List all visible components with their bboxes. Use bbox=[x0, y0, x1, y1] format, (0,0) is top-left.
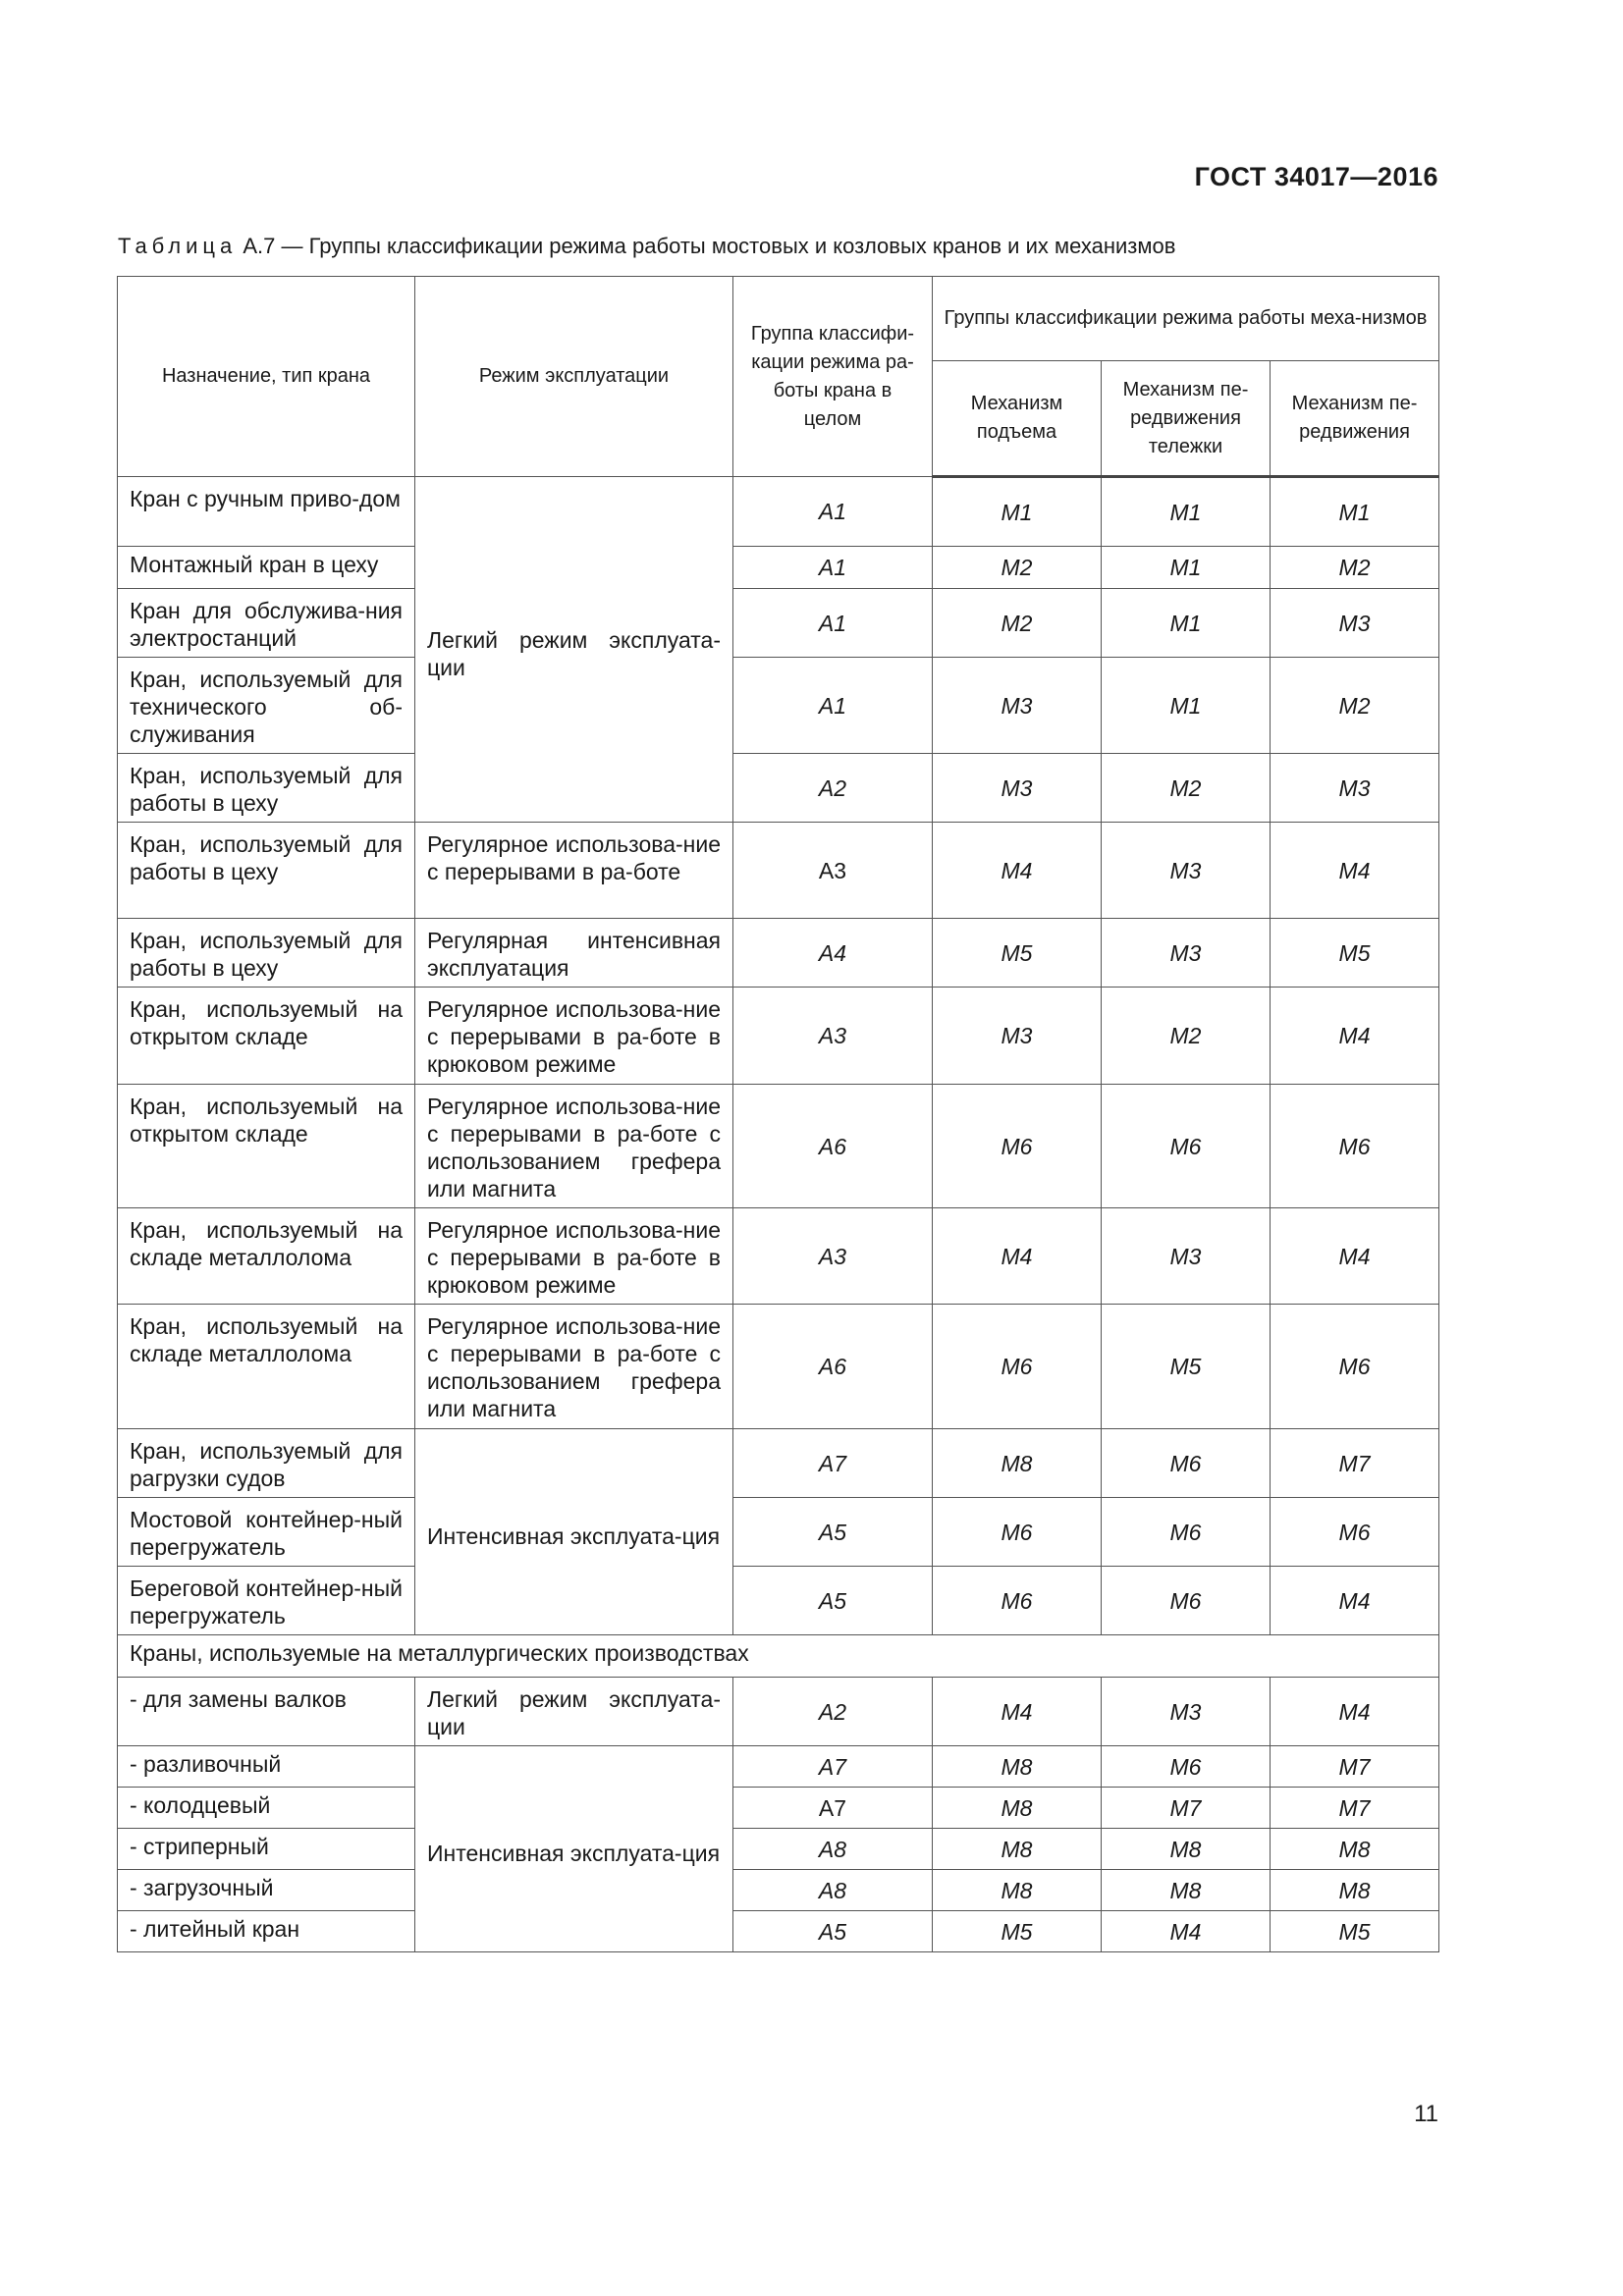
lift-value: М6 bbox=[933, 1305, 1102, 1429]
row-mode: Регулярное использова-ние с перерывами в ра-боте bbox=[415, 823, 733, 919]
crane-group-value: А1 bbox=[733, 589, 933, 658]
row-name: Кран, используемый на открытом складе bbox=[118, 1085, 415, 1208]
row-mode: Регулярное использова-ние с перерывами в ра-боте с использованием грефера или магнита bbox=[415, 1305, 733, 1429]
lift-value: М4 bbox=[933, 1208, 1102, 1305]
trolley-value: М5 bbox=[1102, 1305, 1271, 1429]
trolley-value: М6 bbox=[1102, 1498, 1271, 1567]
row-name: - колодцевый bbox=[118, 1788, 415, 1829]
crane-group-value: А3 bbox=[733, 988, 933, 1085]
trolley-value: М2 bbox=[1102, 754, 1271, 823]
trolley-value: М3 bbox=[1102, 1208, 1271, 1305]
row-name: - разливочный bbox=[118, 1746, 415, 1788]
travel-value: М7 bbox=[1271, 1788, 1439, 1829]
table-row bbox=[118, 589, 1439, 658]
travel-value: М8 bbox=[1271, 1829, 1439, 1870]
col-header-name: Назначение, тип крана bbox=[118, 277, 415, 477]
col-header-mode: Режим эксплуатации bbox=[415, 277, 733, 477]
classification-table bbox=[117, 276, 1439, 1952]
trolley-value: М1 bbox=[1102, 477, 1271, 547]
row-name: Береговой контейнер-ный перегружатель bbox=[118, 1567, 415, 1635]
row-name: Кран, используемый для технического об-служивания bbox=[118, 658, 415, 754]
table-row bbox=[118, 1829, 1439, 1870]
trolley-value: М6 bbox=[1102, 1567, 1271, 1635]
lift-value: М1 bbox=[933, 477, 1102, 547]
table-row bbox=[118, 1870, 1439, 1911]
table-row bbox=[118, 754, 1439, 823]
table-row bbox=[118, 1678, 1439, 1746]
travel-value: М4 bbox=[1271, 988, 1439, 1085]
document-code: ГОСТ 34017—2016 bbox=[1194, 162, 1438, 191]
table-row bbox=[118, 1305, 1439, 1429]
col-header-mech-group: Группы классификации режима работы меха-низмов bbox=[933, 277, 1439, 361]
caption-prefix: Таблица bbox=[118, 234, 238, 258]
crane-group-value: А1 bbox=[733, 477, 933, 547]
trolley-value: М1 bbox=[1102, 589, 1271, 658]
travel-value: М6 bbox=[1271, 1085, 1439, 1208]
lift-value: М8 bbox=[933, 1829, 1102, 1870]
crane-group-value: А4 bbox=[733, 919, 933, 988]
row-name: Кран, используемый для рагрузки судов bbox=[118, 1429, 415, 1498]
table-row bbox=[118, 1567, 1439, 1635]
travel-value: М4 bbox=[1271, 823, 1439, 919]
table-row bbox=[118, 1911, 1439, 1952]
table-row bbox=[118, 988, 1439, 1085]
table-row bbox=[118, 1208, 1439, 1305]
row-name: Кран, используемый для работы в цеху bbox=[118, 754, 415, 823]
row-mode: Интенсивная эксплуата-ция bbox=[415, 1429, 733, 1635]
lift-value: М8 bbox=[933, 1870, 1102, 1911]
table-caption bbox=[118, 234, 1175, 259]
row-name: - стриперный bbox=[118, 1829, 415, 1870]
lift-value: М6 bbox=[933, 1085, 1102, 1208]
lift-value: М3 bbox=[933, 988, 1102, 1085]
crane-group-value: А8 bbox=[733, 1870, 933, 1911]
row-mode: Регулярная интенсивная эксплуатация bbox=[415, 919, 733, 988]
row-name: Кран для обслужива-ния электростанций bbox=[118, 589, 415, 658]
trolley-value: М6 bbox=[1102, 1746, 1271, 1788]
table-row bbox=[118, 658, 1439, 754]
trolley-value: М3 bbox=[1102, 823, 1271, 919]
trolley-value: М2 bbox=[1102, 988, 1271, 1085]
crane-group-value: А6 bbox=[733, 1085, 933, 1208]
travel-value: М6 bbox=[1271, 1305, 1439, 1429]
section-title: Краны, используемые на металлургических производствах bbox=[118, 1635, 1439, 1678]
crane-group-value: А5 bbox=[733, 1567, 933, 1635]
trolley-value: М1 bbox=[1102, 547, 1271, 589]
table-row bbox=[118, 1498, 1439, 1567]
col-header-lift: Механизм подъема bbox=[933, 361, 1102, 477]
row-name: Кран, используемый на открытом складе bbox=[118, 988, 415, 1085]
row-name: - для замены валков bbox=[118, 1678, 415, 1746]
crane-group-value: А8 bbox=[733, 1829, 933, 1870]
row-name: - загрузочный bbox=[118, 1870, 415, 1911]
trolley-value: М3 bbox=[1102, 1678, 1271, 1746]
trolley-value: М4 bbox=[1102, 1911, 1271, 1952]
row-mode: Легкий режим эксплуата-ции bbox=[415, 477, 733, 823]
caption-text: А.7 — Группы классификации режима работы мостовых и козловых кранов и их механизмов bbox=[237, 234, 1176, 258]
crane-group-value: А7 bbox=[733, 1746, 933, 1788]
lift-value: М4 bbox=[933, 823, 1102, 919]
travel-value: М3 bbox=[1271, 589, 1439, 658]
row-name: Мостовой контейнер-ный перегружатель bbox=[118, 1498, 415, 1567]
row-name: Монтажный кран в цеху bbox=[118, 547, 415, 589]
travel-value: М2 bbox=[1271, 658, 1439, 754]
travel-value: М7 bbox=[1271, 1429, 1439, 1498]
col-header-travel: Механизм пе-редвижения bbox=[1271, 361, 1439, 477]
lift-value: М8 bbox=[933, 1788, 1102, 1829]
row-mode: Легкий режим эксплуата-ции bbox=[415, 1678, 733, 1746]
lift-value: М3 bbox=[933, 658, 1102, 754]
table-row bbox=[118, 1788, 1439, 1829]
lift-value: М6 bbox=[933, 1567, 1102, 1635]
row-name: Кран, используемый для работы в цеху bbox=[118, 823, 415, 919]
trolley-value: М6 bbox=[1102, 1429, 1271, 1498]
travel-value: М5 bbox=[1271, 1911, 1439, 1952]
lift-value: М5 bbox=[933, 919, 1102, 988]
crane-group-value: А5 bbox=[733, 1498, 933, 1567]
section-row bbox=[118, 1635, 1439, 1678]
table-row bbox=[118, 919, 1439, 988]
row-name: Кран, используемый на складе металлолома bbox=[118, 1305, 415, 1429]
table-row bbox=[118, 1085, 1439, 1208]
table-row bbox=[118, 1746, 1439, 1788]
lift-value: М2 bbox=[933, 589, 1102, 658]
col-header-crane-group: Группа классифи-кации режима ра-боты крана в целом bbox=[733, 277, 933, 477]
trolley-value: М7 bbox=[1102, 1788, 1271, 1829]
trolley-value: М6 bbox=[1102, 1085, 1271, 1208]
row-name: Кран, используемый на складе металлолома bbox=[118, 1208, 415, 1305]
crane-group-value: А1 bbox=[733, 547, 933, 589]
travel-value: М1 bbox=[1271, 477, 1439, 547]
crane-group-value: А1 bbox=[733, 658, 933, 754]
trolley-value: М3 bbox=[1102, 919, 1271, 988]
crane-group-value: А7 bbox=[733, 1429, 933, 1498]
crane-group-value: А5 bbox=[733, 1911, 933, 1952]
crane-group-value: А3 bbox=[733, 823, 933, 919]
lift-value: М2 bbox=[933, 547, 1102, 589]
row-mode: Регулярное использова-ние с перерывами в ра-боте в крюковом режиме bbox=[415, 1208, 733, 1305]
lift-value: М6 bbox=[933, 1498, 1102, 1567]
crane-group-value: А6 bbox=[733, 1305, 933, 1429]
table-row bbox=[118, 1429, 1439, 1498]
travel-value: М4 bbox=[1271, 1567, 1439, 1635]
col-header-trolley: Механизм пе-редвижения тележки bbox=[1102, 361, 1271, 477]
trolley-value: М8 bbox=[1102, 1829, 1271, 1870]
row-mode: Регулярное использова-ние с перерывами в ра-боте с использованием грефера или магнита bbox=[415, 1085, 733, 1208]
travel-value: М2 bbox=[1271, 547, 1439, 589]
table-row bbox=[118, 823, 1439, 919]
travel-value: М7 bbox=[1271, 1746, 1439, 1788]
travel-value: М4 bbox=[1271, 1208, 1439, 1305]
travel-value: М6 bbox=[1271, 1498, 1439, 1567]
trolley-value: М1 bbox=[1102, 658, 1271, 754]
lift-value: М8 bbox=[933, 1429, 1102, 1498]
lift-value: М3 bbox=[933, 754, 1102, 823]
crane-group-value: А2 bbox=[733, 754, 933, 823]
crane-group-value: А7 bbox=[733, 1788, 933, 1829]
trolley-value: М8 bbox=[1102, 1870, 1271, 1911]
row-name: - литейный кран bbox=[118, 1911, 415, 1952]
travel-value: М3 bbox=[1271, 754, 1439, 823]
travel-value: М8 bbox=[1271, 1870, 1439, 1911]
table-row bbox=[118, 547, 1439, 589]
lift-value: М8 bbox=[933, 1746, 1102, 1788]
page-number: 11 bbox=[1414, 2101, 1438, 2127]
crane-group-value: А2 bbox=[733, 1678, 933, 1746]
row-name: Кран, используемый для работы в цеху bbox=[118, 919, 415, 988]
travel-value: М5 bbox=[1271, 919, 1439, 988]
row-mode: Интенсивная эксплуата-ция bbox=[415, 1746, 733, 1952]
crane-group-value: А3 bbox=[733, 1208, 933, 1305]
lift-value: М5 bbox=[933, 1911, 1102, 1952]
lift-value: М4 bbox=[933, 1678, 1102, 1746]
table-row bbox=[118, 477, 1439, 547]
travel-value: М4 bbox=[1271, 1678, 1439, 1746]
row-name: Кран с ручным приво-дом bbox=[118, 477, 415, 547]
row-mode: Регулярное использова-ние с перерывами в ра-боте в крюковом режиме bbox=[415, 988, 733, 1085]
